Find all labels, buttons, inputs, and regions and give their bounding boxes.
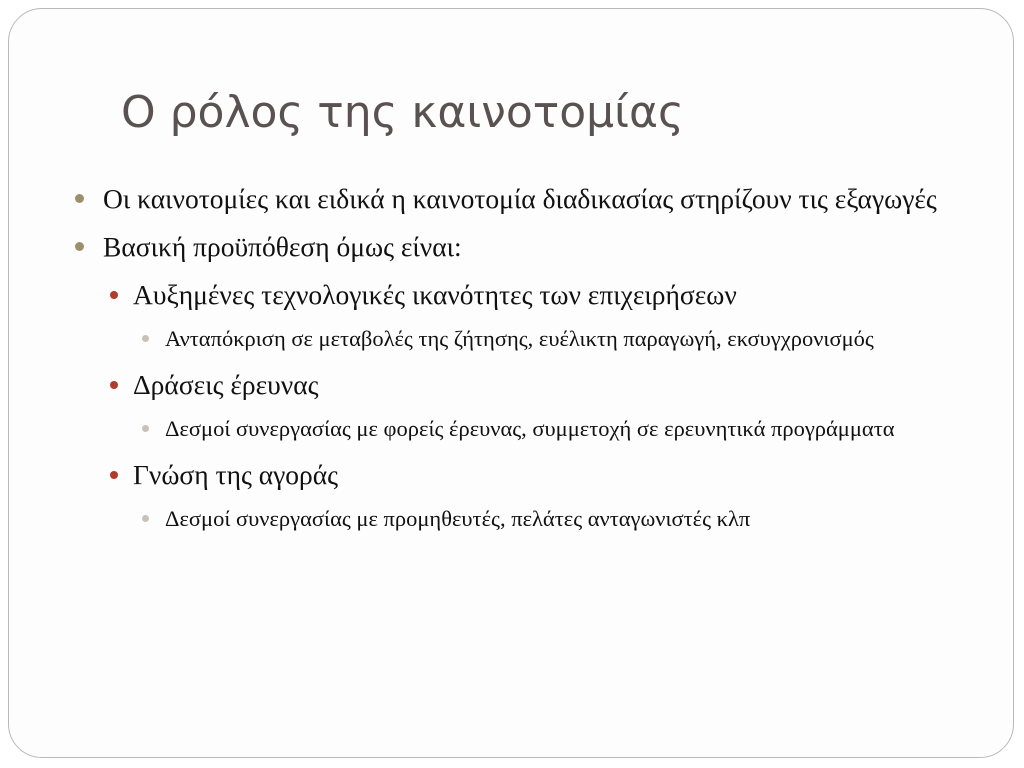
bullet-dot-icon (75, 242, 84, 251)
sub-bullet-item (71, 455, 961, 495)
bullet-text: Ανταπόκριση σε μεταβολές της ζήτησης, ευέλικτη παραγωγή, εκσυγχρονισμός (165, 326, 874, 351)
sub-bullet-item (71, 275, 961, 315)
bullet-text: Δεσμοί συνεργασίας με φορείς έρευνας, συμμετοχή σε ερευνητικά προγράμματα (165, 416, 895, 441)
slide-frame (8, 8, 1014, 758)
bullet-item (71, 227, 961, 267)
slide-title: Ο ρόλος της καινοτομίας (121, 87, 684, 138)
bullet-dot-icon (75, 194, 84, 203)
bullet-item (71, 179, 961, 219)
bullet-dot-icon (142, 515, 149, 522)
sub-sub-bullet-item (71, 322, 961, 355)
bullet-list (71, 179, 961, 545)
bullet-dot-icon (142, 425, 149, 432)
bullet-text: Αυξημένες τεχνολογικές ικανότητες των επιχειρήσεων (133, 279, 737, 310)
bullet-dot-icon (110, 381, 118, 389)
bullet-text: Οι καινοτομίες και ειδικά η καινοτομία διαδικασίας στηρίζουν τις εξαγωγές (103, 183, 937, 214)
bullet-text: Γνώση της αγοράς (133, 459, 339, 490)
bullet-dot-icon (110, 291, 118, 299)
bullet-dot-icon (110, 471, 118, 479)
sub-sub-bullet-item (71, 412, 961, 445)
sub-bullet-item (71, 365, 961, 405)
bullet-text: Δράσεις έρευνας (133, 369, 319, 400)
bullet-text: Δεσμοί συνεργασίας με προμηθευτές, πελάτες ανταγωνιστές κλπ (165, 506, 751, 531)
bullet-dot-icon (142, 335, 149, 342)
sub-sub-bullet-item (71, 502, 961, 535)
bullet-text: Βασική προϋπόθεση όμως είναι: (103, 231, 462, 262)
